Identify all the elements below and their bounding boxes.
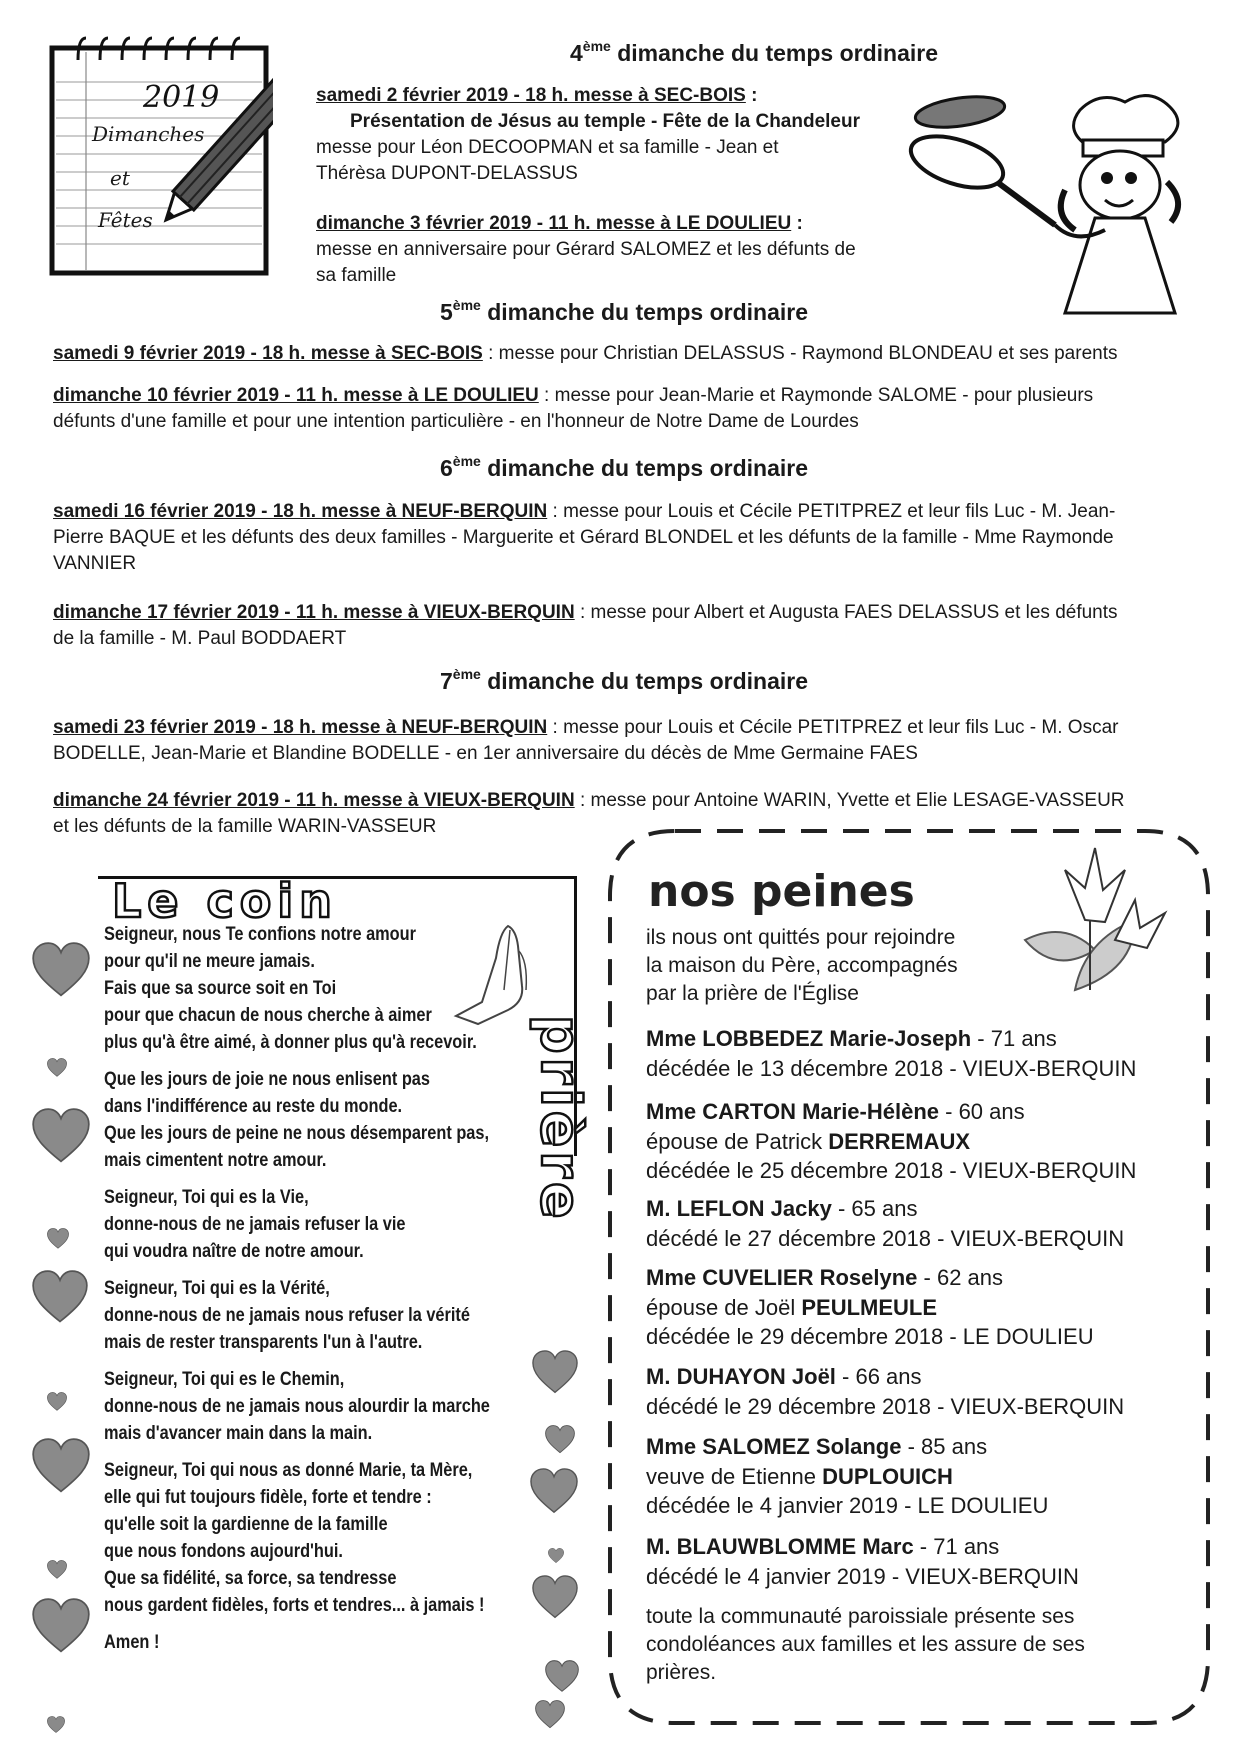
obituary-5: M. DUHAYON Joël - 66 ans décédé le 29 décembre 2018 - VIEUX-BERQUIN xyxy=(646,1364,1125,1419)
prayer-stanza-7: Amen ! xyxy=(104,1632,160,1653)
notebook-illustration xyxy=(48,30,273,278)
heart-icon xyxy=(535,1700,565,1729)
chef-pancake-illustration xyxy=(905,90,1205,320)
heart-icon xyxy=(532,1350,578,1394)
obituary-1: Mme LOBBEDEZ Marie-Joseph - 71 ans décédée le 13 décembre 2018 - VIEUX-BERQUIN xyxy=(646,1026,1137,1081)
heart-icon xyxy=(32,1438,90,1493)
obituary-3: M. LEFLON Jacky - 65 ans décédé le 27 décembre 2018 - VIEUX-BERQUIN xyxy=(646,1196,1125,1251)
section-title-5: 5ème dimanche du temps ordinaire xyxy=(440,297,809,325)
prayer-stanza-3: Seigneur, Toi qui es la Vie, donne-nous de ne jamais refuser la vie qui voudra naître de notre amour. xyxy=(104,1187,406,1262)
heart-icon xyxy=(545,1660,579,1692)
obituary-4: Mme CUVELIER Roselyne - 62 ans épouse de Joël PEULMEULE décédée le 29 décembre 2018 - LE DOULIEU xyxy=(646,1265,1094,1349)
prayer-stanza-6: Seigneur, Toi qui nous as donné Marie, ta Mère, elle qui fut toujours fidèle, forte et tendre : qu'elle soit la gardienne de la famille que nous fondons aujourd'hui. Que sa fidélité, sa force, sa tendresse nous gardent fidèles, forts et tendres... à jamais ! xyxy=(104,1460,485,1616)
heart-icon xyxy=(32,1598,90,1653)
prayer-stanza-5: Seigneur, Toi qui es le Chemin, donne-nous de ne jamais nous alourdir la marche mais d'avancer main dans la main. xyxy=(104,1369,490,1444)
entry-s7-e2: dimanche 24 février 2019 - 11 h. messe à VIEUX-BERQUIN : messe pour Antoine WARIN, Yvette et Elie LESAGE-VASSEUR et les défunts de la famille WARIN-VASSEUR xyxy=(53,790,1125,837)
prayer-vertical-title: prière xyxy=(529,1015,592,1223)
heart-icon xyxy=(47,1392,67,1411)
heart-icon xyxy=(47,1560,67,1579)
section-title-7: 7ème dimanche du temps ordinaire xyxy=(440,666,809,694)
heart-icon xyxy=(32,1108,90,1163)
notebook-line-2: et xyxy=(110,166,130,190)
peines-intro: ils nous ont quittés pour rejoindre la maison du Père, accompagnés par la prière de l'Église xyxy=(646,926,958,1005)
heart-icon xyxy=(545,1425,575,1454)
entry-s4-e1: samedi 2 février 2019 - 18 h. messe à SEC-BOIS : Présentation de Jésus au temple - Fête de la Chandeleur messe pour Léon DECOOPMAN et sa famille - Jean et Thérèsa DUPONT-DELASSUS xyxy=(316,85,860,184)
lily-flower-icon xyxy=(1005,840,1170,995)
peines-closing: toute la communauté paroissiale présente ses condoléances aux familles et les assure de ses prières. xyxy=(646,1605,1085,1684)
section-title-4: 4ème dimanche du temps ordinaire xyxy=(570,38,939,66)
notebook-year: 2019 xyxy=(143,80,220,115)
entry-s4-e2: dimanche 3 février 2019 - 11 h. messe à LE DOULIEU : messe en anniversaire pour Gérard SALOMEZ et les défunts de sa famille xyxy=(316,213,856,286)
notebook-line-3: Fêtes xyxy=(98,208,153,232)
prayer-text xyxy=(104,921,490,1656)
heart-icon xyxy=(47,1228,69,1249)
notebook-line-1: Dimanches xyxy=(92,122,205,146)
heart-icon xyxy=(47,1058,67,1077)
heart-icon xyxy=(47,1716,65,1733)
prayer-title: Le coin xyxy=(112,874,338,928)
entry-s7-e1: samedi 23 février 2019 - 18 h. messe à NEUF-BERQUIN : messe pour Louis et Cécile PETITPREZ et leur fils Luc - M. Oscar BODELLE, Jean-Marie et Blandine BODELLE - en 1er anniversaire du décès de Mme Germaine FAES xyxy=(53,717,1119,764)
heart-icon xyxy=(530,1468,578,1514)
obituary-6: Mme SALOMEZ Solange - 85 ans veuve de Etienne DUPLOUICH décédée le 4 janvier 2019 - LE DOULIEU xyxy=(646,1434,1049,1518)
entry-s6-e1: samedi 16 février 2019 - 18 h. messe à NEUF-BERQUIN : messe pour Louis et Cécile PETITPREZ et leur fils Luc - M. Jean- Pierre BAQUE et les défunts des deux familles - Marguerite et Gérard BLONDEL et les défunts de la famille - Mme Raymonde VANNIER xyxy=(53,501,1116,574)
lily-flower-illustration xyxy=(1005,840,1170,995)
heart-icon xyxy=(532,1575,578,1619)
heart-icon xyxy=(32,1270,88,1323)
entry-s5-e1: samedi 9 février 2019 - 18 h. messe à SEC-BOIS : messe pour Christian DELASSUS - Raymond BLONDEAU et ses parents xyxy=(53,343,1118,364)
obituary-7: M. BLAUWBLOMME Marc - 71 ans décédé le 4 janvier 2019 - VIEUX-BERQUIN xyxy=(646,1534,1079,1589)
heart-icon xyxy=(548,1548,564,1563)
prayer-stanza-1: Seigneur, nous Te confions notre amour pour qu'il ne meure jamais. Fais que sa source soit en Toi pour que chacun de nous cherche à aimer plus qu'à être aimé, à donner plus qu'à recevoir. xyxy=(104,924,477,1053)
prayer-stanza-2: Que les jours de joie ne nous enlisent pas dans l'indifférence au reste du monde. Que les jours de peine ne nous désemparent pas, mais cimentent notre amour. xyxy=(104,1069,490,1171)
heart-icon xyxy=(32,942,90,997)
obituary-2: Mme CARTON Marie-Hélène - 60 ans épouse de Patrick DERREMAUX décédée le 25 décembre 2018 - VIEUX-BERQUIN xyxy=(646,1099,1137,1183)
notebook-icon xyxy=(48,30,273,278)
entry-s5-e2: dimanche 10 février 2019 - 11 h. messe à LE DOULIEU : messe pour Jean-Marie et Raymonde SALOME - pour plusieurs défunts d'une famille et pour une intention particulière - en l'honneur de Notre Dame de Lourdes xyxy=(53,385,1094,432)
peines-title: nos peines xyxy=(648,866,915,917)
section-title-6: 6ème dimanche du temps ordinaire xyxy=(440,453,809,481)
chef-icon xyxy=(905,90,1205,320)
prayer-stanza-4: Seigneur, Toi qui es la Vérité, donne-nous de ne jamais nous refuser la vérité mais de rester transparents l'un à l'autre. xyxy=(104,1278,470,1353)
entry-s6-e2: dimanche 17 février 2019 - 11 h. messe à VIEUX-BERQUIN : messe pour Albert et Augusta FAES DELASSUS et les défunts de la famille - M. Paul BODDAERT xyxy=(53,602,1118,649)
